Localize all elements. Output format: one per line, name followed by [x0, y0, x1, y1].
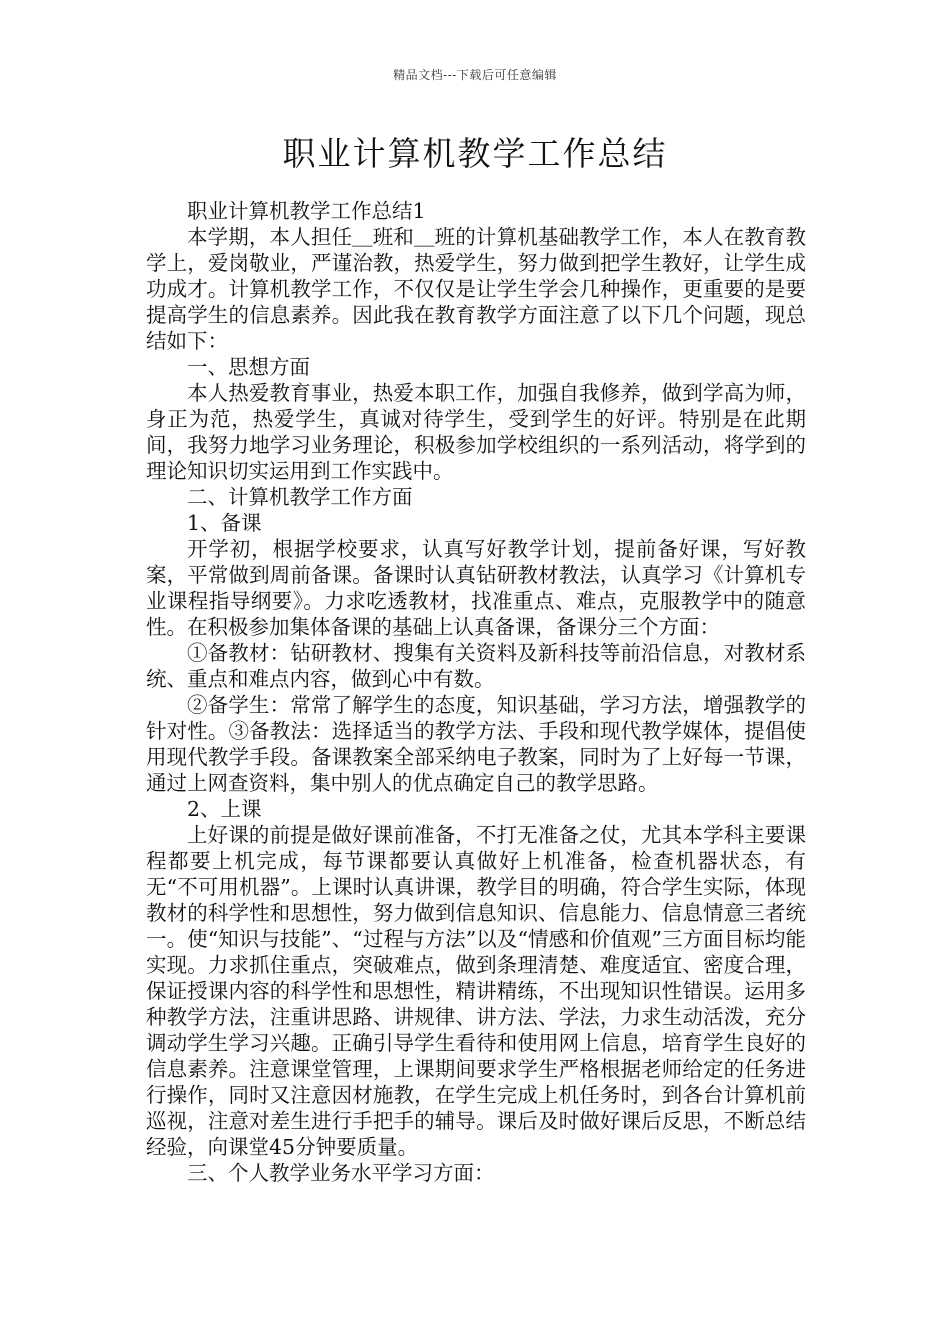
ideology-paragraph: 本人热爱教育事业，热爱本职工作，加强自我修养，做到学高为师，身正为范，热爱学生，真诚对待学生，受到学生的好评。特别是在此期间，我努力地学习业务理论，积极参加学校组织的一系列活动，将学到的理论知识切实运用到工作实践中。 — [146, 381, 806, 483]
header-note: 精品文档---下载后可任意编辑 — [393, 68, 557, 82]
lesson-prep-paragraph: 开学初，根据学校要求，认真写好教学计划，提前备好课，写好教案，平常做到周前备课。备课时认真钻研教材教法，认真学习《计算机专业课程指导纲要》。力求吃透教材，找准重点、难点，克服教学中的随意性。在积极参加集体备课的基础上认真备课，备课分三个方面： — [146, 537, 806, 639]
section-heading-teaching: 二、计算机教学工作方面 — [187, 485, 413, 509]
class-paragraph: 上好课的前提是做好课前准备，不打无准备之仗，尤其本学科主要课程都要上机完成，每节课都要认真做好上机准备，检查机器状态，有无“不可用机器”。上课时认真讲课，教学目的明确，符合学生实际，体现教材的科学性和思想性，努力做到信息知识、信息能力、信息情意三者统一。使“知识与技能”、“过程与方法”以及“情感和价值观”三方面目标均能实现。力求抓住重点，突破难点，做到条理清楚、难度适宜、密度合理，保证授课内容的科学性和思想性，精讲精练，不出现知识性错误。运用多种教学方法，注重讲思路、讲规律、讲方法、学法，力求生动活泼，充分调动学生学习兴趣。正确引导学生看待和使用网上信息，培育学生良好的信息素养。注意课堂管理，上课期间要求学生严格根据老师给定的任务进行操作，同时又注意因材施教，在学生完成上机任务时，到各台计算机前巡视，注意对差生进行手把手的辅导。课后及时做好课后反思，不断总结经验，向课堂45分钟要质量。 — [146, 823, 806, 1159]
document-title: 职业计算机教学工作总结 — [282, 134, 668, 173]
subtitle-paragraph: 职业计算机教学工作总结1 — [187, 199, 426, 223]
section-heading-ideology: 一、思想方面 — [187, 355, 310, 379]
section-heading-personal-study: 三、个人教学业务水平学习方面： — [187, 1161, 495, 1185]
intro-paragraph: 本学期，本人担任＿班和＿班的计算机基础教学工作，本人在教育教学上，爱岗敬业，严谨治教，热爱学生，努力做到把学生教好，让学生成功成才。计算机教学工作，不仅仅是让学生学会几种操作，更重要的是要提高学生的信息素养。因此我在教育教学方面注意了以下几个问题，现总结如下： — [146, 225, 806, 353]
prep-materials-paragraph: ①备教材：钻研教材、搜集有关资料及新科技等前沿信息，对教材系统、重点和难点内容，做到心中有数。 — [146, 641, 806, 691]
subheading-class: 2、上课 — [187, 797, 262, 821]
subheading-lesson-prep: 1、备课 — [187, 511, 262, 535]
prep-students-paragraph: ②备学生：常常了解学生的态度，知识基础，学习方法，增强教学的针对性。③备教法：选择适当的教学方法、手段和现代教学媒体，提倡使用现代教学手段。备课教案全部采纳电子教案，同时为了上好每一节课，通过上网查资料，集中别人的优点确定自己的教学思路。 — [146, 693, 806, 795]
document-body — [146, 198, 806, 1186]
